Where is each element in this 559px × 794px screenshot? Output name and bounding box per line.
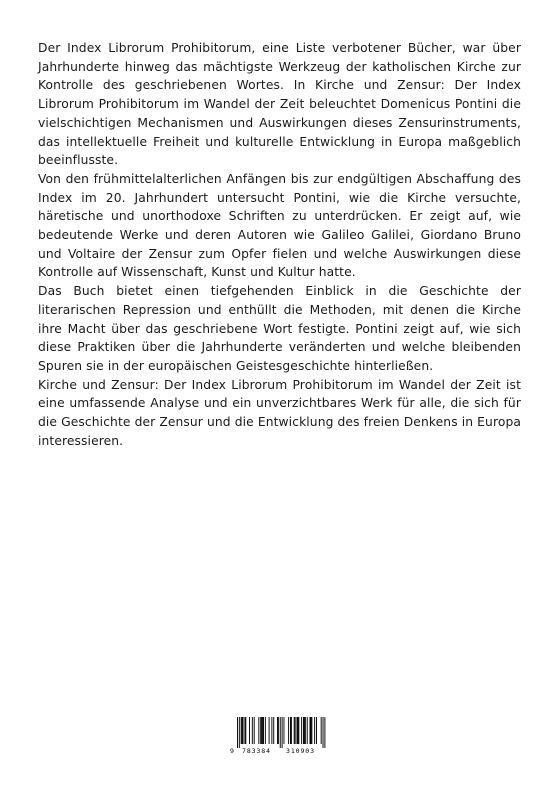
barcode-bar [249, 717, 250, 744]
barcode-bar [245, 717, 246, 744]
barcode-bar [304, 717, 305, 744]
barcode-bar [277, 717, 278, 744]
barcode-bar [305, 717, 306, 744]
barcode-bar [298, 717, 299, 744]
barcode-bar [310, 717, 311, 744]
barcode-bar [303, 717, 304, 744]
barcode-bar [252, 717, 253, 744]
barcode-bar [273, 717, 274, 744]
barcode-bar [278, 717, 279, 744]
barcode-bar [254, 717, 255, 744]
barcode-bar [297, 717, 298, 744]
barcode-bar [237, 717, 238, 748]
isbn-barcode [229, 716, 330, 755]
barcode-graphic [229, 716, 330, 755]
barcode-bar [321, 717, 322, 744]
barcode-bar [239, 717, 240, 748]
barcode-bar [301, 717, 302, 744]
barcode-bar [269, 717, 270, 744]
barcode-bar [288, 717, 289, 744]
barcode-bar [261, 717, 262, 744]
barcode-digits-left: 783384 [242, 747, 271, 755]
blurb-paragraph-3: Das Buch bietet einen tiefgehenden Einblick in die Geschichte der literarischen Repression und enthüllt die Methoden, mit denen die Kirche ihre Macht über das geschriebene Wort festigte. Pontini zeigt auf, wie sich diese Praktiken über die Jahrhunderte veränderten und welche bleibenden Spuren sie in der europäischen Geistesgeschichte hinterließen. [38, 284, 521, 373]
barcode-bar [258, 717, 259, 744]
barcode-bar [311, 717, 312, 744]
blurb-paragraph-1: Der Index Librorum Prohibitorum, eine Liste verbotener Bücher, war über Jahrhunderte hinweg das mächtigste Werkzeug der katholischen Kirche zur Kontrolle des geschriebenen Wortes. In Kirche und Zensur: Der Index Librorum Prohibitorum im Wandel der Zeit beleuchtet Domenicus Pontini die vielschichtigen Mechanismen und Auswirkungen dieses Zensurinstruments, das intellektuelle Freiheit und kulturelle Entwicklung in Europa maßgeblich beeinflusste. [38, 41, 521, 168]
barcode-bar [271, 717, 272, 744]
barcode-digit-prefix: 9 [230, 747, 234, 755]
barcode-bar [241, 717, 242, 744]
barcode-bar [291, 717, 292, 744]
barcode-bar [244, 717, 245, 744]
barcode-bar [282, 717, 283, 748]
barcode-bar [316, 717, 317, 744]
barcode-bar [243, 717, 244, 744]
barcode-bar [295, 717, 296, 744]
barcode-bar [294, 717, 295, 744]
barcode-bar [307, 717, 308, 744]
barcode-bar [280, 717, 281, 748]
barcode-bar [310, 717, 311, 744]
barcode-bar [284, 717, 285, 744]
barcode-bar [265, 717, 266, 744]
barcode-bar [323, 717, 324, 748]
barcode-bar [242, 717, 243, 744]
blurb-paragraph-2: Von den frühmittelalterlichen Anfängen bis zur endgültigen Abschaffung des Index im 20. Jahrhundert untersucht Pontini, wie die Kirche versuchte, häretische und unorthodoxe Schriften zu unterdrücken. Er zeigt auf, wie bedeutende Werke und deren Autoren wie Galileo Galilei, Giordano Bruno und Voltaire der Zensur zum Opfer fielen und welche Auswirkungen diese Kontrolle auf Wissenschaft, Kunst und Kultur hatte. [38, 171, 521, 280]
barcode-bar [290, 717, 291, 744]
barcode-bar [297, 717, 298, 744]
blurb-paragraph-4: Kirche und Zensur: Der Index Librorum Prohibitorum im Wandel der Zeit ist eine umfassende Analyse und ein unverzichtbares Werk für alle, die sich für die Geschichte der Zensur und die Entwicklung des freien Denkens in Europa interessieren. [38, 377, 521, 448]
barcode-bar [314, 717, 315, 744]
barcode-digits-right: 310903 [286, 747, 315, 755]
barcode-bar [263, 717, 264, 744]
barcode-bar [324, 717, 325, 748]
barcode-bar [262, 717, 263, 744]
blurb-text [38, 39, 521, 450]
barcode-bar [260, 717, 261, 744]
